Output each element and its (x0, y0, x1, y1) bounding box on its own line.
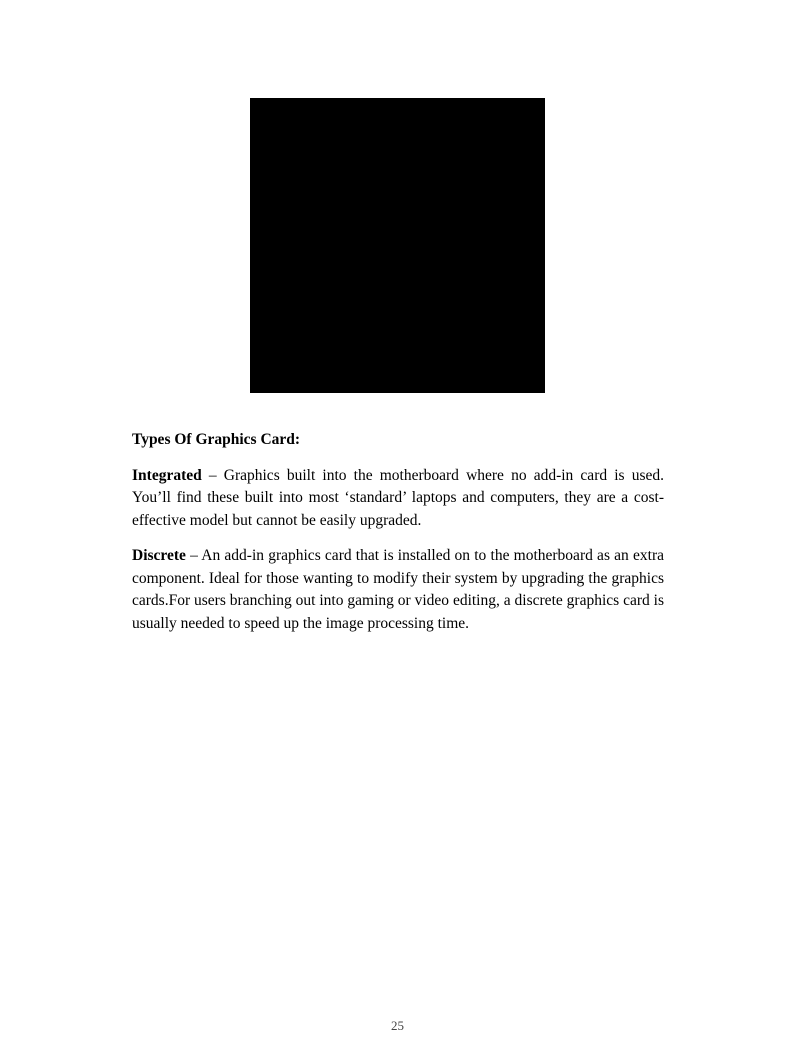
paragraph-discrete (132, 545, 664, 635)
description-integrated: – Graphics built into the motherboard where no add-in card is used. You’ll find these built into most ‘standard’ laptops and computers, they are a cost-effective model but cannot be easily upgraded. (132, 466, 664, 529)
term-discrete: Discrete (132, 547, 186, 564)
term-integrated: Integrated (132, 466, 202, 484)
page-number: 25 (391, 1018, 404, 1033)
body-text (132, 429, 664, 648)
section-heading: Types Of Graphics Card: (132, 431, 301, 448)
graphics-card-image (250, 98, 545, 393)
paragraph-integrated (132, 465, 664, 533)
description-discrete: – An add-in graphics card that is installed on to the motherboard as an extra component. Ideal for those wanting to modify their system by upgrading the graphics cards.For users branching out into gaming or video editing, a discrete graphics card is usually needed to speed up the image processing time. (132, 547, 664, 632)
